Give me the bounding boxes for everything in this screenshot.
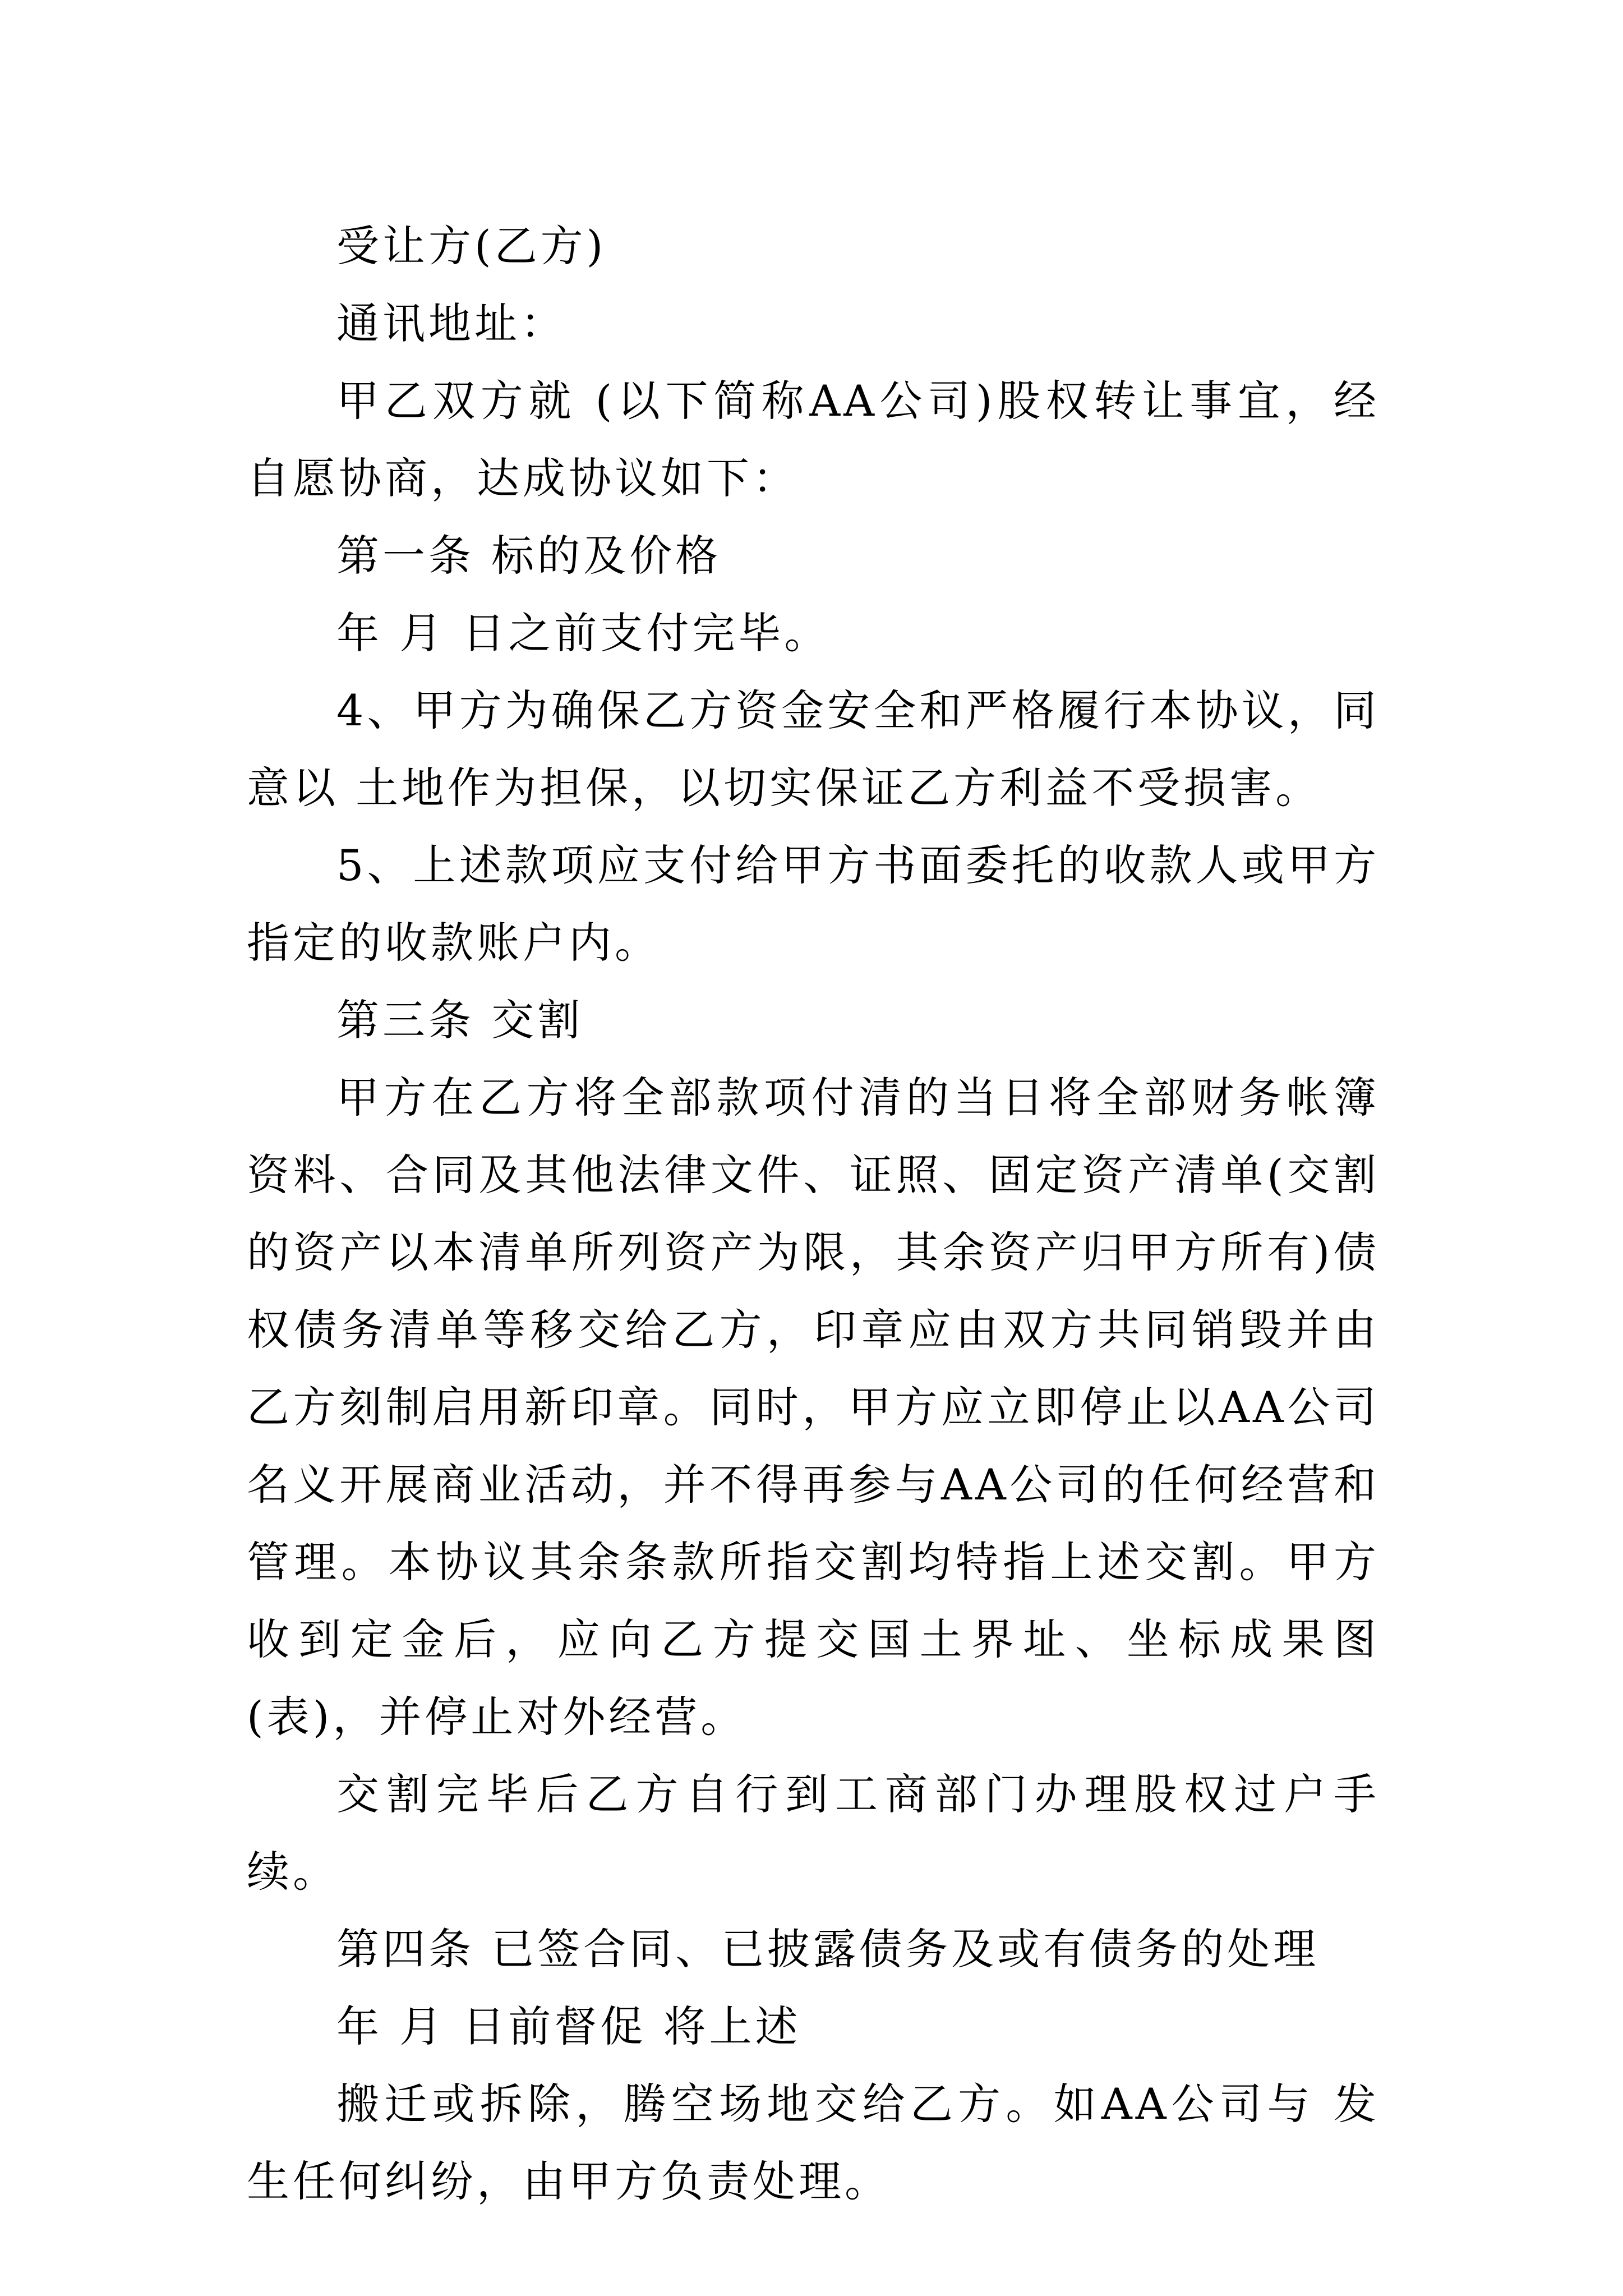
- document-body: [247, 208, 1380, 2220]
- paragraph-agreement-intro: 甲乙双方就 (以下简称AA公司)股权转让事宜，经自愿协商，达成协议如下：: [247, 376, 1380, 503]
- paragraph-transferee: 受让方(乙方): [336, 221, 607, 271]
- heading-article-1: 第一条 标的及价格: [336, 531, 722, 581]
- paragraph-clause-5: 5、上述款项应支付给甲方书面委托的收款人或甲方指定的收款账户内。: [247, 840, 1380, 968]
- heading-article-4: 第四条 已签合同、已披露债务及或有债务的处理: [336, 1924, 1320, 1974]
- paragraph-relocation: 搬迁或拆除，腾空场地交给乙方。如AA公司与 发生任何纠纷，由甲方负责处理。: [247, 2079, 1380, 2206]
- paragraph-clause-4: 4、甲方为确保乙方资金安全和严格履行本协议，同意以 土地作为担保，以切实保证乙方利益不受损害。: [247, 685, 1380, 813]
- paragraph-payment-deadline: 年 月 日之前支付完毕。: [336, 608, 831, 658]
- paragraph-transfer-procedure: 交割完毕后乙方自行到工商部门办理股权过户手续。: [247, 1769, 1380, 1897]
- heading-article-3: 第三条 交割: [336, 995, 584, 1045]
- paragraph-address: 通讯地址：: [336, 298, 566, 348]
- paragraph-supervise: 年 月 日前督促 将上述: [336, 2001, 801, 2051]
- paragraph-handover: 甲方在乙方将全部款项付清的当日将全部财务帐簿资料、合同及其他法律文件、证照、固定资产清单(交割的资产以本清单所列资产为限，其余资产归甲方所有)债权债务清单等移交给乙方，印章应由双方共同销毁并由乙方刻制启用新印章。同时，甲方应立即停止以AA公司名义开展商业活动，并不得再参与AA公司的任何经营和管理。本协议其余条款所指交割均特指上述交割。甲方收到定金后，应向乙方提交国土界址、坐标成果图(表)，并停止对外经营。: [247, 1073, 1380, 1742]
